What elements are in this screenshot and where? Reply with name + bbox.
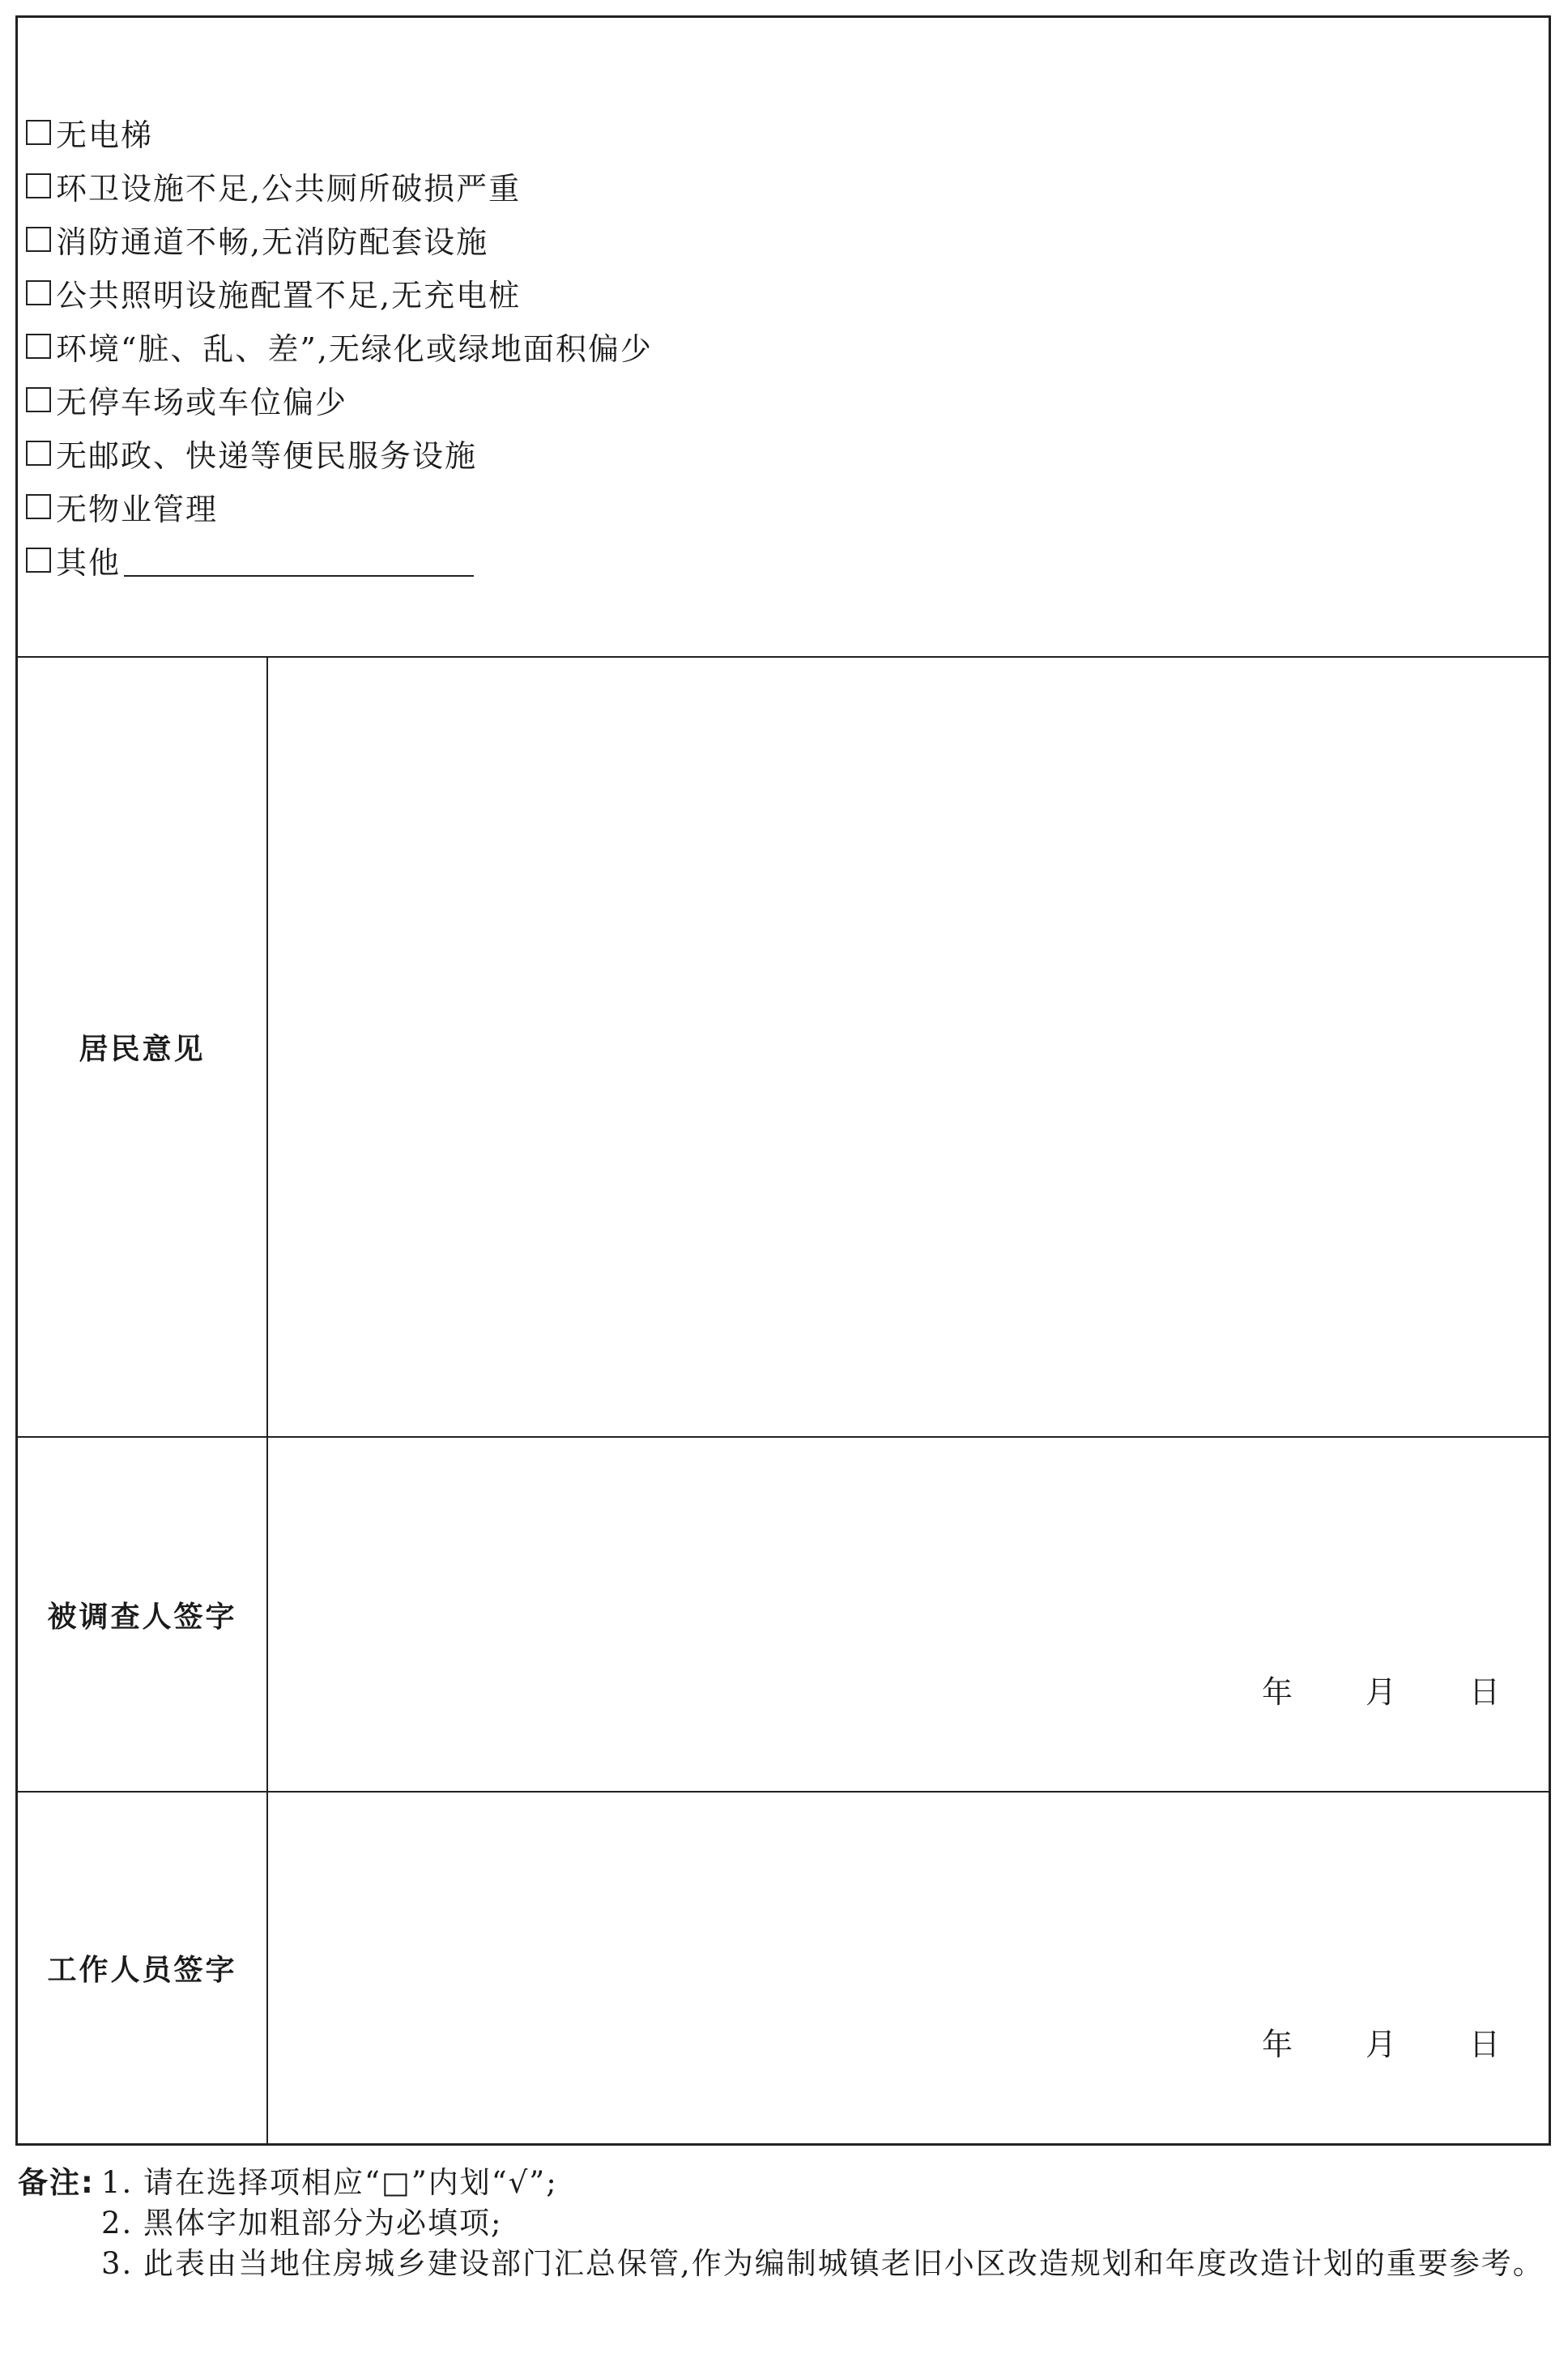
month-label: 月 bbox=[1365, 2027, 1396, 2062]
year-label: 年 bbox=[1261, 2027, 1293, 2062]
opinion-field[interactable] bbox=[266, 658, 1549, 1436]
checklist-item-label: 无邮政、快递等便民服务设施 bbox=[56, 437, 478, 474]
note-number: 1. bbox=[101, 2165, 134, 2200]
checklist-item-label: 无停车场或车位偏少 bbox=[56, 384, 348, 420]
checklist-item bbox=[26, 426, 653, 480]
respondent-signature-field[interactable] bbox=[266, 1438, 1549, 1791]
problems-section bbox=[18, 18, 1549, 658]
note-item bbox=[18, 2163, 1557, 2203]
note-number: 2. bbox=[101, 2206, 134, 2240]
checkbox[interactable] bbox=[26, 387, 51, 412]
checkbox[interactable] bbox=[26, 280, 51, 305]
staff-signature-label: 工作人员签字 bbox=[18, 1793, 268, 2143]
checklist-item bbox=[26, 159, 653, 212]
checklist-item bbox=[26, 266, 653, 319]
notes-heading: 备注: bbox=[18, 2165, 95, 2200]
other-blank-field[interactable] bbox=[124, 543, 474, 577]
checklist-item-label: 环境“脏、乱、差”,无绿化或绿地面积偏少 bbox=[56, 330, 653, 367]
checkbox[interactable] bbox=[26, 494, 51, 519]
checkbox[interactable] bbox=[26, 173, 51, 198]
checklist-item-label: 消防通道不畅,无消防配套设施 bbox=[56, 224, 489, 260]
checkbox[interactable] bbox=[26, 441, 51, 466]
checklist-item bbox=[26, 373, 653, 426]
year-label: 年 bbox=[1261, 1674, 1293, 1710]
note-item bbox=[18, 2203, 1557, 2244]
note-text: 请在选择项相应“□”内划“√”; bbox=[143, 2165, 558, 2200]
opinion-row bbox=[18, 658, 1549, 1438]
checklist-item-label: 无物业管理 bbox=[56, 491, 219, 527]
note-number: 3. bbox=[101, 2246, 134, 2281]
checklist-item bbox=[26, 480, 653, 533]
survey-form-table bbox=[15, 15, 1551, 2146]
month-label: 月 bbox=[1365, 1674, 1396, 1710]
checkbox[interactable] bbox=[26, 334, 51, 359]
problem-checklist bbox=[26, 105, 653, 586]
opinion-label: 居民意见 bbox=[18, 658, 268, 1436]
checkbox[interactable] bbox=[26, 120, 51, 145]
staff-signature-row bbox=[18, 1793, 1549, 2143]
checklist-item bbox=[26, 319, 653, 373]
checklist-item bbox=[26, 105, 653, 159]
note-item bbox=[18, 2244, 1557, 2284]
respondent-signature-label: 被调查人签字 bbox=[18, 1438, 268, 1791]
notes-section bbox=[18, 2163, 1557, 2284]
checkbox[interactable] bbox=[26, 548, 51, 573]
checklist-item-label: 公共照明设施配置不足,无充电桩 bbox=[56, 277, 522, 313]
checklist-item-label: 其他 bbox=[56, 544, 121, 581]
checkbox[interactable] bbox=[26, 227, 51, 252]
note-text: 此表由当地住房城乡建设部门汇总保管,作为编制城镇老旧小区改造规划和年度改造计划的重要参考。 bbox=[143, 2246, 1545, 2281]
note-text: 黑体字加粗部分为必填项; bbox=[143, 2206, 503, 2240]
staff-signature-field[interactable] bbox=[266, 1793, 1549, 2143]
checklist-item-label: 环卫设施不足,公共厕所破损严重 bbox=[56, 170, 522, 207]
respondent-signature-row bbox=[18, 1438, 1549, 1793]
checklist-item bbox=[26, 533, 653, 586]
day-label: 日 bbox=[1468, 1674, 1500, 1710]
checklist-item bbox=[26, 212, 653, 266]
staff-date-line bbox=[1262, 2019, 1500, 2064]
checklist-item-label: 无电梯 bbox=[56, 117, 154, 153]
day-label: 日 bbox=[1468, 2027, 1500, 2062]
respondent-date-line bbox=[1262, 1667, 1500, 1712]
